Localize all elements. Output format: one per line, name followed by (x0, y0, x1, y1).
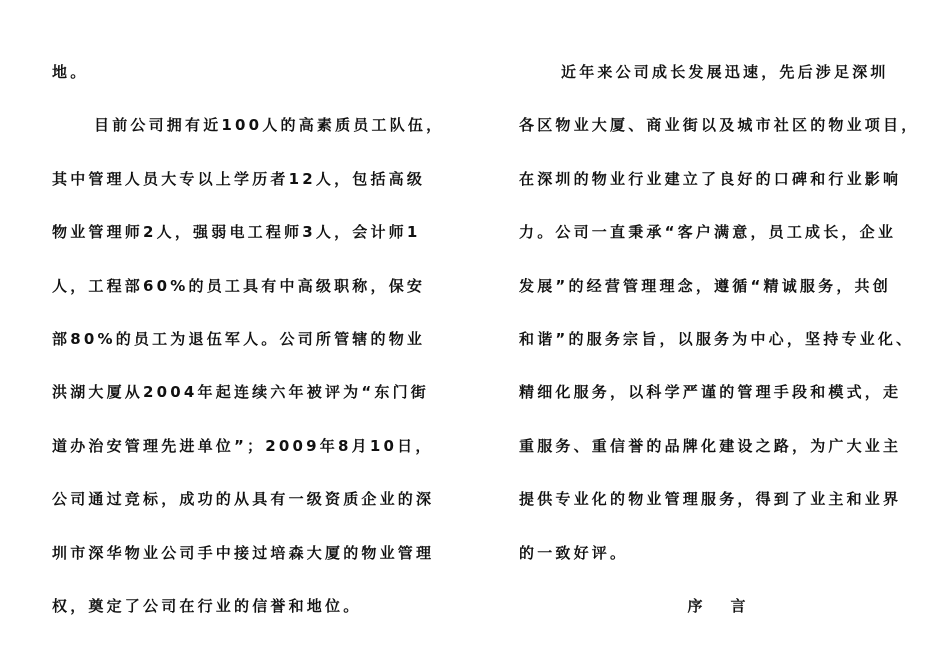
right-line-3: 在深圳的物业行业建立了良好的口碑和行业影响 (519, 169, 902, 188)
left-line-2: 目前公司拥有近100人的高素质员工队伍， (94, 116, 445, 135)
left-line-3: 其中管理人员大专以上学历者12人，包括高级 (52, 169, 426, 188)
left-line-1: 地。 (52, 63, 89, 81)
right-line-10: 的一致好评。 (519, 543, 629, 562)
left-line-9: 公司通过竞标，成功的从具有一级资质企业的深 (52, 490, 435, 509)
left-line-5: 人，工程部60%的员工具有中高级职称，保安 (52, 276, 426, 295)
right-line-2: 各区物业大厦、商业街以及城市社区的物业项目， (519, 116, 920, 135)
right-line-1: 近年来公司成长发展迅速，先后涉足深圳 (561, 63, 889, 81)
left-line-11: 权，奠定了公司在行业的信誉和地位。 (52, 596, 362, 615)
right-line-4: 力。公司一直秉承“客户满意，员工成长，企业 (519, 223, 897, 242)
section-heading: 序言 (687, 596, 774, 615)
left-line-4: 物业管理师2人，强弱电工程师3人，会计师1 (52, 223, 421, 242)
right-paragraph (519, 46, 920, 580)
left-line-10: 圳市深华物业公司手中接过培森大厦的物业管理 (52, 543, 435, 562)
left-paragraph (52, 46, 447, 633)
left-line-8: 道办治安管理先进单位”；2009年8月10日， (52, 436, 434, 455)
left-line-7: 洪湖大厦从2004年起连续六年被评为“东门街 (52, 383, 430, 402)
right-line-6: 和谐”的服务宗旨，以服务为中心，坚持专业化、 (519, 329, 915, 348)
right-line-9: 提供专业化的物业管理服务，得到了业主和业界 (519, 490, 902, 509)
right-line-8: 重服务、重信誉的品牌化建设之路，为广大业主 (519, 436, 902, 455)
right-column (519, 46, 920, 633)
right-line-5: 发展”的经营管理理念，遵循“精诚服务，共创 (519, 276, 891, 295)
left-line-6: 部80%的员工为退伍军人。公司所管辖的物业 (52, 329, 426, 348)
left-column (52, 46, 447, 633)
right-line-7: 精细化服务，以科学严谨的管理手段和模式，走 (519, 383, 902, 402)
